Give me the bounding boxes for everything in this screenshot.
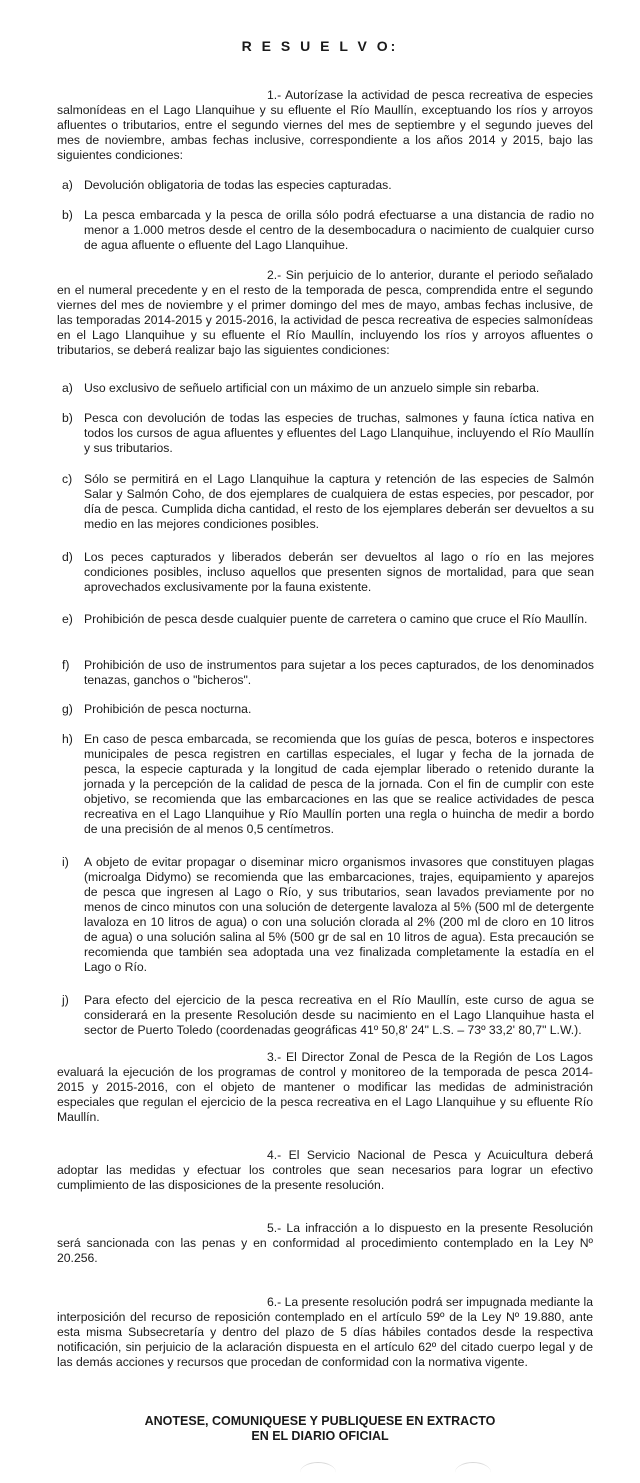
list-item <box>62 732 594 837</box>
section-2 <box>57 268 593 358</box>
item-label: h) <box>62 732 73 746</box>
item-text: La pesca embarcada y la pesca de orilla sólo podrá efectuarse a una distancia de radio no menor a 1.000 metros desde el centro de la desembocadura o nacimiento de cualquier curso de agua afluente o efluente del Lago Llanquihue. <box>84 208 594 252</box>
section-5 <box>57 1221 593 1266</box>
section-1 <box>57 88 593 163</box>
faint-stamp-mark <box>300 1462 336 1483</box>
item-text: Devolución obligatoria de todas las especies capturadas. <box>84 178 392 192</box>
list-item <box>62 612 594 627</box>
list-item <box>62 702 594 717</box>
item-label: g) <box>62 702 73 716</box>
section-4-text: adoptar las medidas y efectuar los controles que sean necesarios para lograr un efectivo cumplimiento de las disposiciones de la presente resolución. <box>57 1163 593 1192</box>
closing-statement <box>0 1414 640 1444</box>
section-2-text: señalado en el numeral precedente y en el resto de la temporada de pesca, comprendida entre el segundo viernes del mes de noviembre y el primer domingo del mes de mayo, ambas fechas inclusive, de las temporadas 2014-2015 y 2015-2016, la actividad de pesca recreativa de especies salmonídeas en el Lago Llanquihue y su efluente el Río Maullín, incluyendo los ríos y arroyos afluentes o tributarios, se deberá realizar bajo las siguientes condiciones: <box>57 268 593 357</box>
list-item <box>62 550 594 595</box>
item-label: d) <box>62 550 73 564</box>
item-text: Prohibición de pesca desde cualquier puente de carretera o camino que cruce el Río Maullín. <box>84 612 588 626</box>
item-text: Prohibición de uso de instrumentos para sujetar a los peces capturados, de los denominados tenazas, ganchos o "bicheros". <box>84 658 594 687</box>
item-label: c) <box>62 472 73 486</box>
item-text: Pesca con devolución de todas las especies de truchas, salmones y fauna íctica nativa en todos los cursos de agua afluentes y efluentes del Lago Llanquihue, incluyendo el Río Maullín y sus tributarios. <box>84 411 594 455</box>
item-text: Sólo se permitirá en el Lago Llanquihue la captura y retención de las especies de Salmón Salar y Salmón Coho, de dos ejemplares de cualquiera de estas especies, por pescador, por día de pesca. Cumplida dicha cantidad, el resto de los ejemplares deberán ser devueltos a su medio en las mejores condiciones posibles. <box>84 472 594 531</box>
item-label: b) <box>62 411 73 425</box>
section-1-text: especies salmonídeas en el Lago Llanquihue y su efluente el Río Maullín, exceptuando los ríos y arroyos afluentes o tributarios, entre el segundo viernes del mes de septiembre y el segundo jueves del mes de noviembre, ambas fechas inclusive, correspondiente a los años 2014 y 2015, bajo las siguientes condiciones: <box>57 88 593 162</box>
item-text: En caso de pesca embarcada, se recomienda que los guías de pesca, boteros e inspectores municipales de pesca registren en cartillas especiales, el lugar y fecha de la jornada de pesca, la especie capturada y la longitud de cada ejemplar liberado o retenido durante la jornada y la percepción de la calidad de pesca de la jornada. Con el fin de cumplir con este objetivo, se recomienda que las embarcaciones en las que se realice actividades de pesca recreativa en el Lago Llanquihue y Río Maullín porten una regla o huincha de medir a bordo de una precisión de al menos 0,5 centímetros. <box>84 732 594 836</box>
faint-stamp-mark <box>455 1462 491 1483</box>
item-label: j) <box>62 993 69 1007</box>
document-heading: R E S U E L V O: <box>241 38 399 54</box>
section-6-opening: 6.- La presente resolución podrá ser impugnada <box>267 1295 527 1309</box>
section-5-opening: 5.- La infracción a lo dispuesto en la presente <box>267 1221 528 1235</box>
section-4 <box>57 1148 593 1193</box>
list-item <box>62 658 594 688</box>
item-label: a) <box>62 178 73 192</box>
list-item <box>62 178 594 193</box>
item-text: Prohibición de pesca nocturna. <box>84 702 252 716</box>
list-item <box>62 208 594 253</box>
item-text: Los peces capturados y liberados deberán ser devueltos al lago o río en las mejores condiciones posibles, incluso aquellos que presenten signos de mortalidad, para que sean aprovechados exclusivamente por la fauna existente. <box>84 550 594 594</box>
item-label: b) <box>62 208 73 222</box>
section-4-opening: 4.- El Servicio Nacional de Pesca y Acuicultura deberá <box>267 1148 593 1162</box>
item-text: Uso exclusivo de señuelo artificial con un máximo de un anzuelo simple sin rebarba. <box>84 381 540 395</box>
list-item <box>62 855 594 975</box>
section-2-opening: 2.- Sin perjuicio de lo anterior, durante el periodo <box>267 268 539 282</box>
closing-line-2: EN EL DIARIO OFICIAL <box>251 1429 389 1443</box>
list-item <box>62 411 594 456</box>
section-6-text: mediante la interposición del recurso de reposición contemplado en el artículo 59º de la Ley Nº 19.880, ante esta misma Subsecretaría y dentro del plazo de 5 días hábiles contados desde la respectiva notificación, sin perjuicio de la aclaración dispuesta en el artículo 62º del citado cuerpo legal y de las demás acciones y recursos que procedan de conformidad con la normativa vigente. <box>57 1295 594 1369</box>
item-label: e) <box>62 612 73 626</box>
section-1-opening: 1.- Autorízase la actividad de pesca recreativa de <box>267 88 541 102</box>
closing-line-1: ANOTESE, COMUNIQUESE Y PUBLIQUESE EN EXTRACTO <box>144 1414 496 1428</box>
section-3 <box>57 1050 593 1125</box>
item-label: a) <box>62 381 73 395</box>
item-text: Para efecto del ejercicio de la pesca recreativa en el Río Maullín, este curso de agua se considerará en la presente Resolución desde su nacimiento en el Lago Llanquihue hasta el sector de Puerto Toledo (coordenadas geográficas 41º 50,8' 24" L.S. – 73º 33,2' 80,7" L.W.). <box>84 993 594 1037</box>
item-text: A objeto de evitar propagar o diseminar micro organismos invasores que constituyen plagas (microalga Didymo) se recomienda que las embarcaciones, trajes, equipamiento y aparejos de pesca que ingresen al Lago o Río, y sus tributarios, sean lavados previamente por no menos de cinco minutos con una solución de detergente lavaloza al 5% (500 ml de detergente lavaloza en 10 litros de agua) o con una solución clorada al 2% (200 ml de cloro en 10 litros de agua) o una solución salina al 5% (500 gr de sal en 10 litros de agua). Esta precaución se recomienda que también sea adoptada una vez finalizada completamente la estadía en el Lago o Río. <box>84 855 594 974</box>
section-3-text: Lagos evaluará la ejecución de los programas de control y monitoreo de la temporada de pesca 2014-2015 y 2015-2016, con el objeto de mantener o modificar las medidas de administración especiales que regulan el ejercicio de la pesca recreativa en el Lago Llanquihue y su efluente Río Maullín. <box>57 1050 594 1124</box>
list-item <box>62 472 594 532</box>
list-item <box>62 993 594 1038</box>
section-3-opening: 3.- El Director Zonal de Pesca de la Región de Los <box>267 1050 556 1064</box>
section-6 <box>57 1295 593 1370</box>
item-label: i) <box>62 855 69 869</box>
item-label: f) <box>62 658 70 672</box>
list-item <box>62 381 594 396</box>
section-5-text: Resolución será sancionada con las penas y en conformidad al procedimiento contemplado en la Ley Nº 20.256. <box>57 1221 594 1265</box>
